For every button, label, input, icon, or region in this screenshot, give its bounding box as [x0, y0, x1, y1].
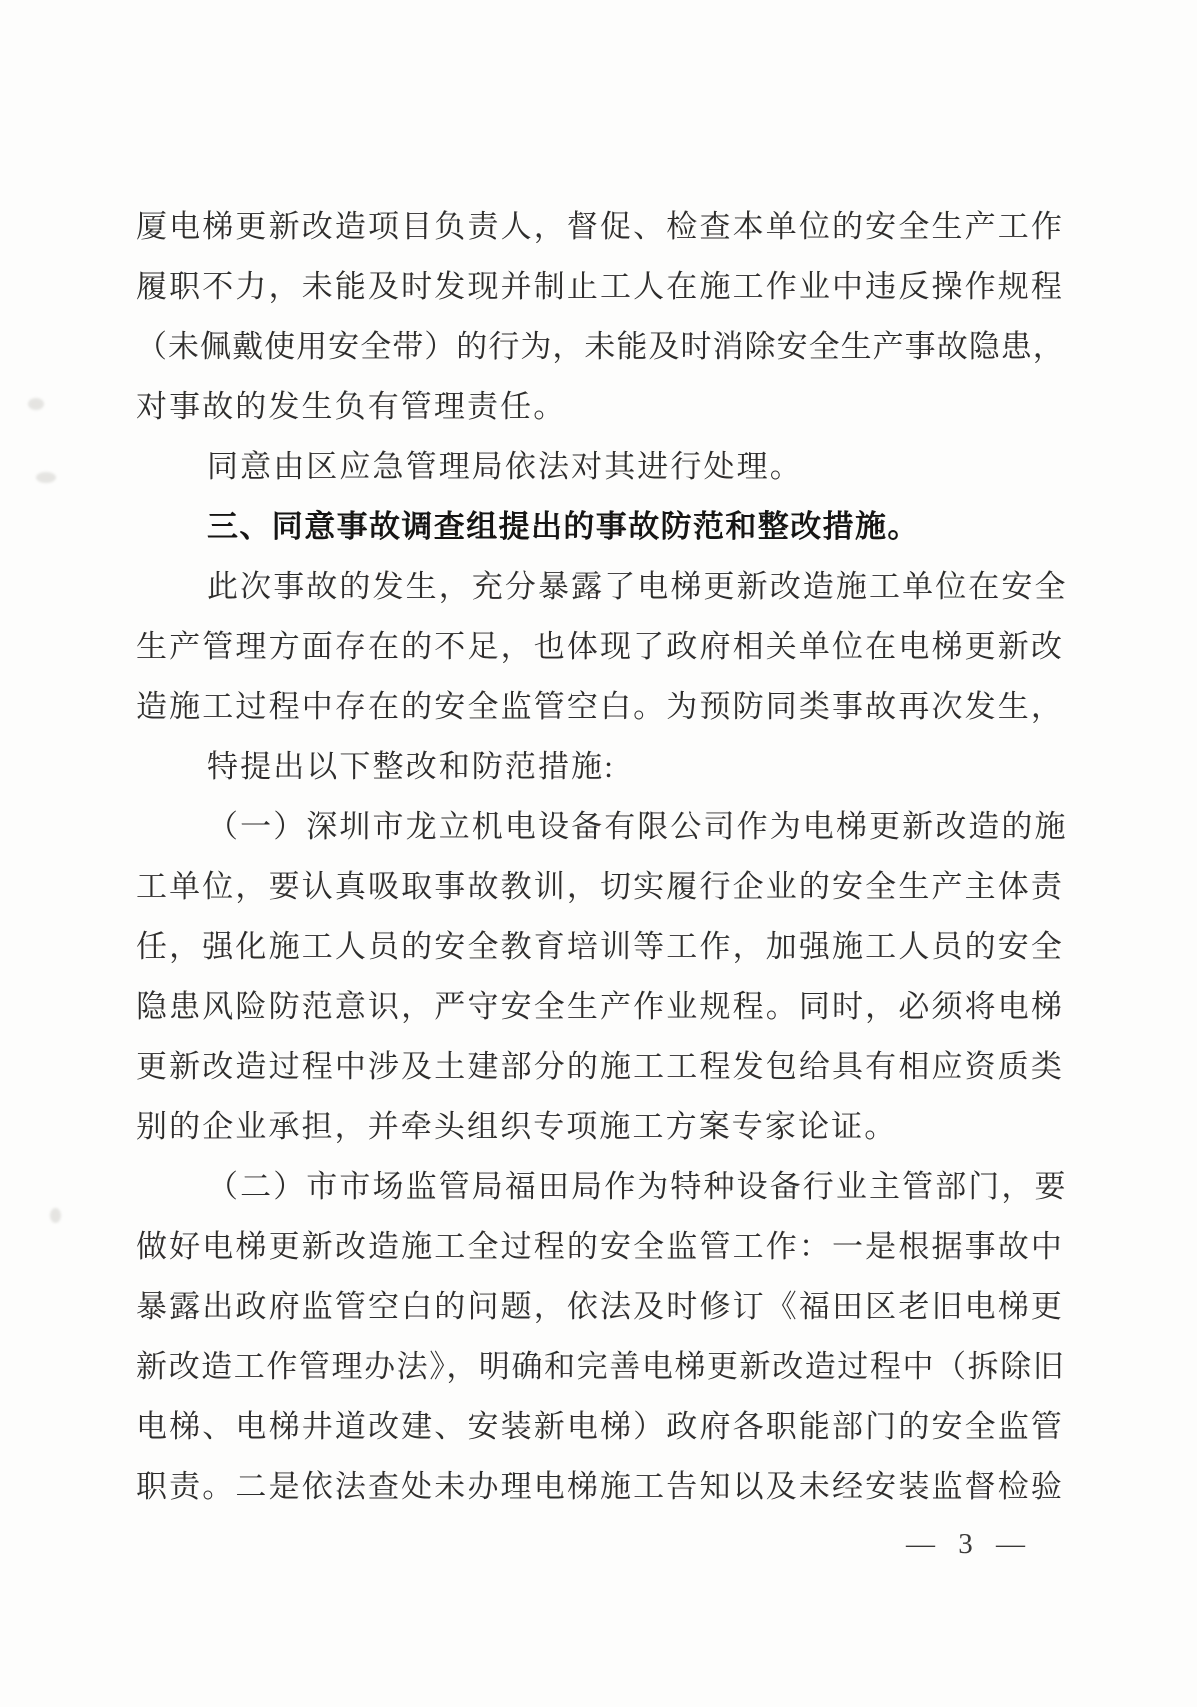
scan-artifact: [28, 398, 44, 410]
text-line: 职责。二是依法查处未办理电梯施工告知以及未经安装监督检验: [136, 1469, 1064, 1504]
text-line: （未佩戴使用安全带）的行为，未能及时消除安全生产事故隐患，: [136, 329, 1064, 364]
text-line: 电梯、电梯井道改建、安装新电梯）政府各职能部门的安全监管: [136, 1409, 1064, 1444]
page-number: — 3 —: [906, 1528, 1027, 1560]
text-line: 生产管理方面存在的不足，也体现了政府相关单位在电梯更新改: [136, 629, 1064, 664]
text-line: 同意由区应急管理局依法对其进行处理。: [207, 449, 803, 484]
text-line: 造施工过程中存在的安全监管空白。为预防同类事故再次发生，: [136, 689, 1064, 724]
text-line: 隐患风险防范意识，严守安全生产作业规程。同时，必须将电梯: [136, 989, 1064, 1024]
document-body: [136, 197, 1068, 1517]
text-line: （二）市市场监管局福田局作为特种设备行业主管部门，要: [207, 1169, 1068, 1204]
text-line: 工单位，要认真吸取事故教训，切实履行企业的安全生产主体责: [136, 869, 1064, 904]
text-line: 此次事故的发生，充分暴露了电梯更新改造施工单位在安全: [207, 569, 1068, 604]
text-line: 别的企业承担，并牵头组织专项施工方案专家论证。: [136, 1109, 898, 1144]
text-line: 暴露出政府监管空白的问题，依法及时修订《福田区老旧电梯更: [136, 1289, 1064, 1324]
text-line: 更新改造过程中涉及土建部分的施工工程发包给具有相应资质类: [136, 1049, 1064, 1084]
text-line: 对事故的发生负有管理责任。: [136, 389, 567, 424]
text-line: 厦电梯更新改造项目负责人，督促、检查本单位的安全生产工作: [136, 209, 1064, 244]
text-line: 做好电梯更新改造施工全过程的安全监管工作：一是根据事故中: [136, 1229, 1064, 1264]
section-heading: 三、同意事故调查组提出的事故防范和整改措施。: [207, 509, 920, 544]
text-line: 新改造工作管理办法》，明确和完善电梯更新改造过程中（拆除旧: [136, 1349, 1064, 1384]
scan-artifact: [36, 472, 56, 483]
text-line: 任，强化施工人员的安全教育培训等工作，加强施工人员的安全: [136, 929, 1064, 964]
text-line: 特提出以下整改和防范措施:: [207, 749, 615, 784]
text-line: （一）深圳市龙立机电设备有限公司作为电梯更新改造的施: [207, 809, 1068, 844]
text-line: 履职不力，未能及时发现并制止工人在施工作业中违反操作规程: [136, 269, 1064, 304]
scan-artifact: [50, 1208, 61, 1223]
